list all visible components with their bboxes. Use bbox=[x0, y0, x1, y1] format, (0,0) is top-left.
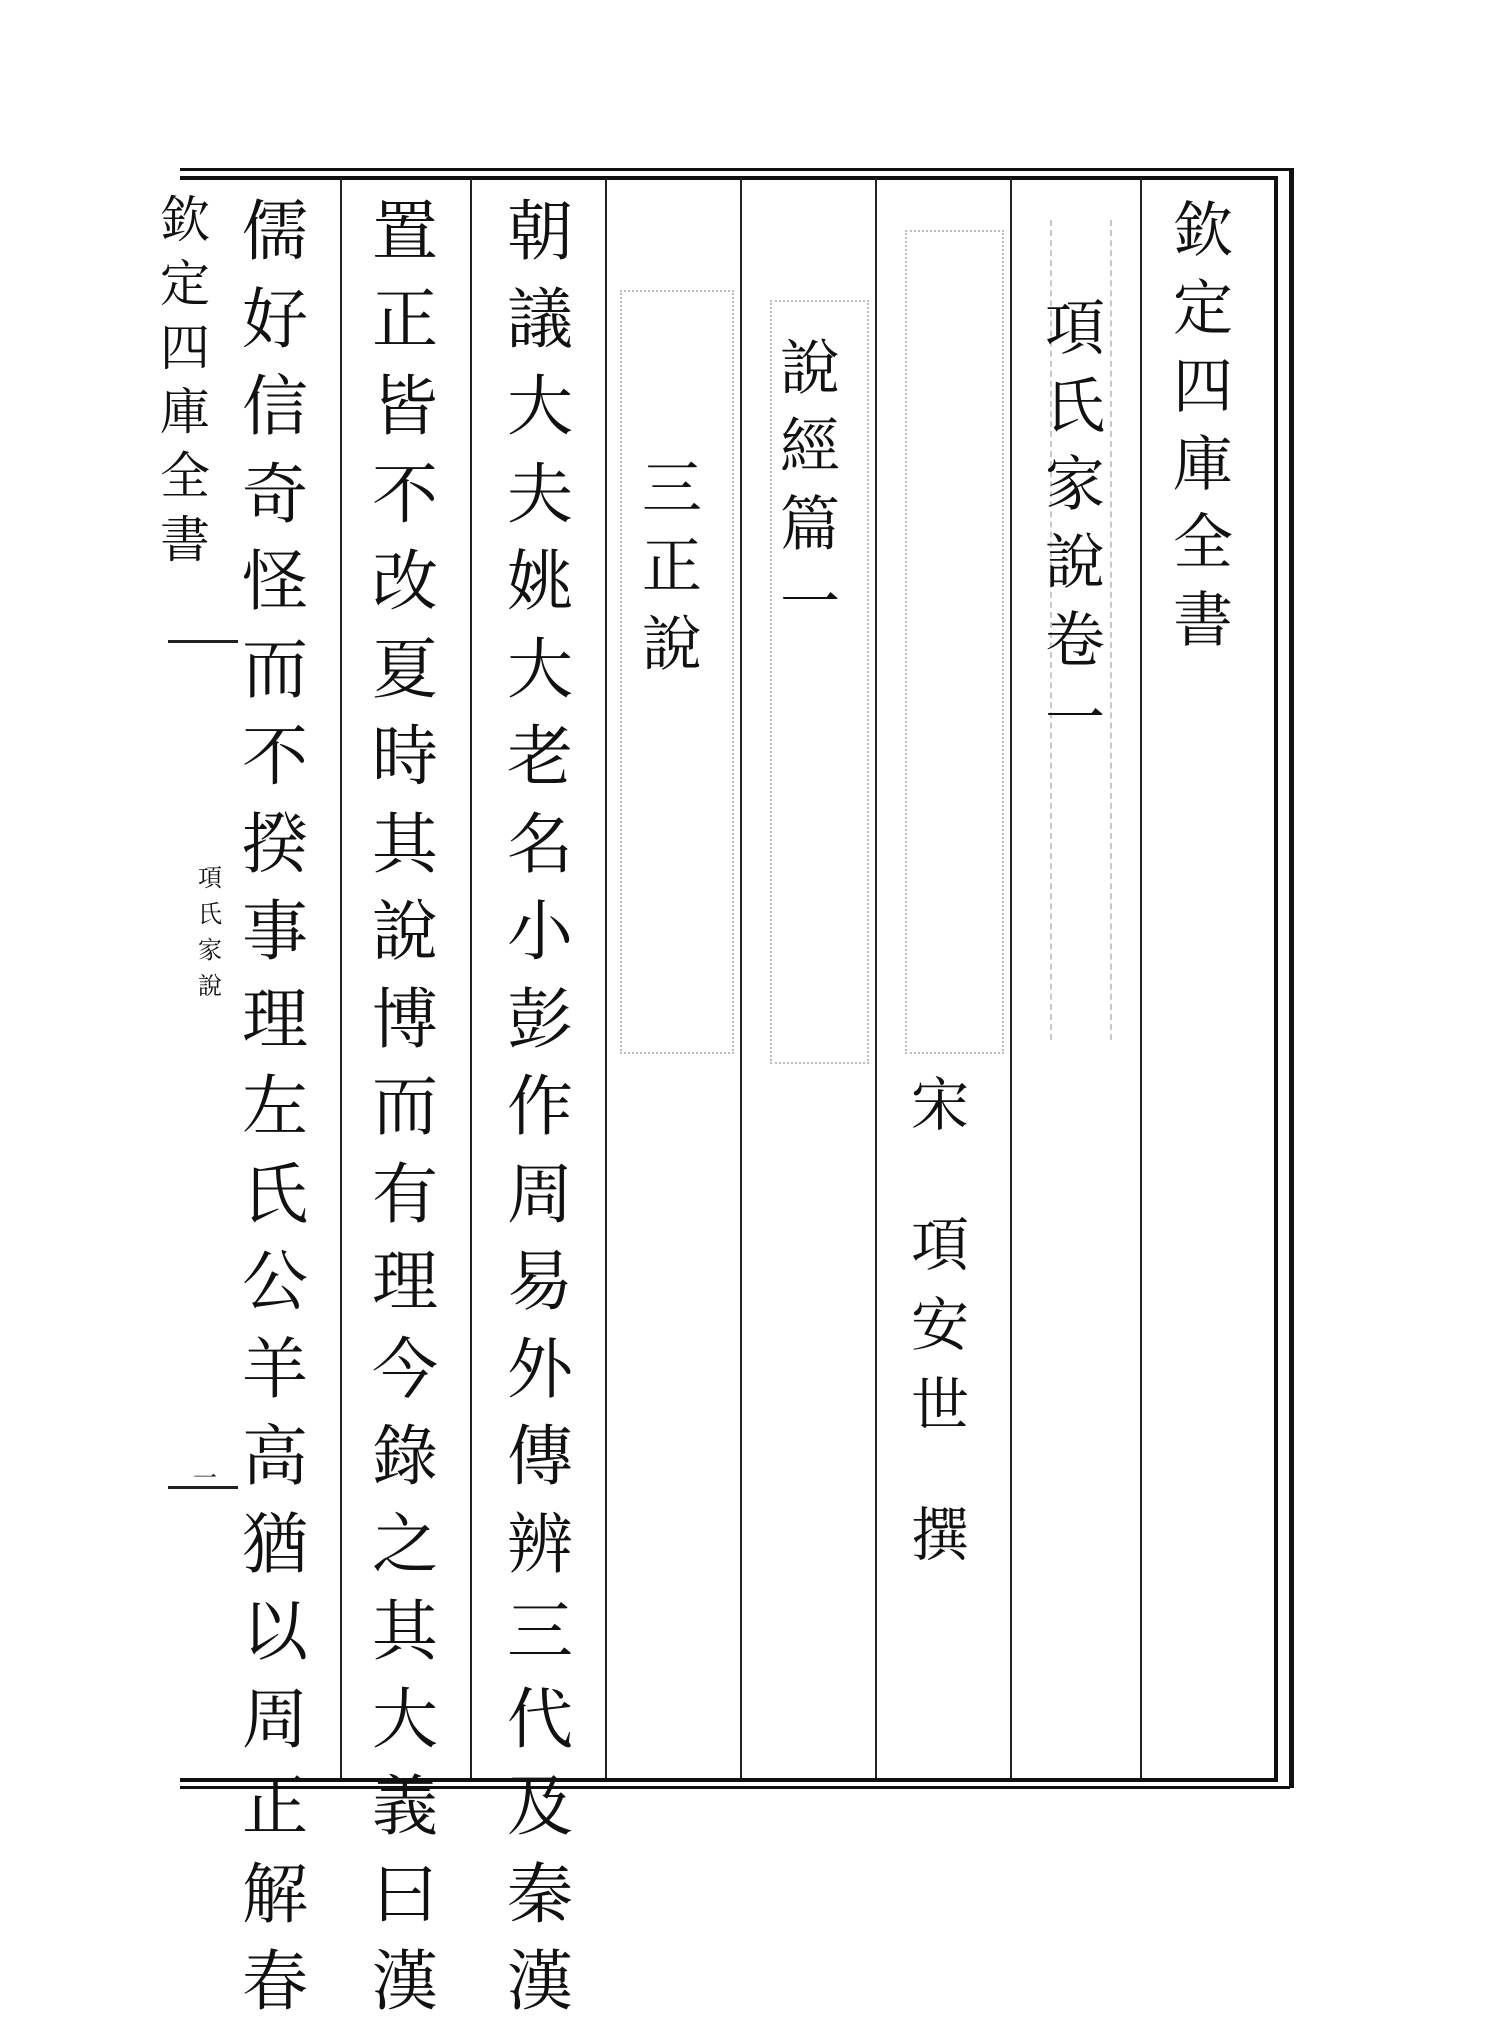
body-char: 辨 bbox=[507, 1505, 573, 1583]
margin-small-char: 氏 bbox=[198, 900, 222, 928]
page-number: 一 bbox=[193, 1464, 217, 1492]
body-char: 外 bbox=[507, 1330, 573, 1408]
body-char: 羊 bbox=[242, 1330, 308, 1408]
body-char: 有 bbox=[372, 1155, 438, 1233]
body-char: 作 bbox=[507, 1068, 573, 1145]
dynasty: 宋 bbox=[910, 1071, 969, 1139]
body-char: 公 bbox=[242, 1243, 308, 1320]
author-role: 撰 bbox=[910, 1501, 969, 1569]
chapter-title bbox=[765, 330, 855, 642]
title-char: 全 bbox=[1173, 508, 1233, 578]
body-char: 理 bbox=[372, 1243, 438, 1320]
body-char: 揆 bbox=[242, 805, 308, 883]
column-rule bbox=[605, 178, 607, 1778]
column-rule bbox=[740, 178, 742, 1778]
title-char: 一 bbox=[780, 568, 840, 638]
body-char: 三 bbox=[507, 1593, 573, 1670]
title-char: 正 bbox=[642, 532, 702, 602]
title-char: 說 bbox=[642, 610, 702, 680]
body-char: 周 bbox=[242, 1680, 308, 1758]
body-char: 其 bbox=[372, 1593, 438, 1670]
book-title bbox=[1030, 290, 1120, 758]
title-char: 書 bbox=[1173, 586, 1233, 656]
body-char: 錄 bbox=[372, 1418, 438, 1495]
body-char: 信 bbox=[242, 368, 308, 445]
title-char: 項 bbox=[1045, 294, 1105, 364]
title-char: 篇 bbox=[780, 490, 840, 560]
body-char: 大 bbox=[507, 630, 573, 708]
margin-char: 欽 bbox=[160, 191, 210, 249]
margin-char: 四 bbox=[160, 319, 210, 377]
title-char: 庫 bbox=[1173, 430, 1233, 500]
frame-top-rule bbox=[180, 168, 1290, 171]
body-char: 老 bbox=[507, 718, 573, 795]
body-char: 理 bbox=[242, 980, 308, 1058]
frame-bottom-rule bbox=[180, 1786, 1290, 1789]
body-char: 不 bbox=[372, 455, 438, 533]
body-char: 氏 bbox=[242, 1155, 308, 1233]
section-title bbox=[627, 450, 717, 684]
body-column-3 bbox=[225, 188, 325, 2026]
author-name-char: 安 bbox=[910, 1291, 969, 1359]
body-char: 時 bbox=[372, 718, 438, 795]
body-char: 奇 bbox=[242, 455, 308, 533]
body-char: 議 bbox=[507, 280, 573, 358]
body-char: 夏 bbox=[372, 630, 438, 708]
body-char: 代 bbox=[507, 1680, 573, 1758]
body-column-1 bbox=[490, 188, 590, 2026]
margin-char: 書 bbox=[160, 511, 210, 569]
body-char: 易 bbox=[507, 1243, 573, 1320]
title-char: 氏 bbox=[1045, 372, 1105, 442]
body-char: 而 bbox=[372, 1068, 438, 1145]
body-char: 周 bbox=[507, 1155, 573, 1233]
body-char: 左 bbox=[242, 1068, 308, 1145]
body-char: 姚 bbox=[507, 543, 573, 620]
title-char: 說 bbox=[1045, 528, 1105, 598]
body-char: 義 bbox=[372, 1768, 438, 1845]
body-char: 高 bbox=[242, 1418, 308, 1495]
body-char: 儒 bbox=[242, 193, 308, 270]
body-char: 及 bbox=[507, 1768, 573, 1845]
body-char: 朝 bbox=[507, 193, 573, 270]
body-char: 夫 bbox=[507, 455, 573, 533]
body-char: 怪 bbox=[242, 543, 308, 620]
body-char: 皆 bbox=[372, 368, 438, 445]
body-char: 小 bbox=[507, 893, 573, 970]
body-char: 正 bbox=[372, 280, 438, 358]
title-char: 經 bbox=[780, 412, 840, 482]
body-char: 春 bbox=[242, 1943, 308, 2020]
title-char: 說 bbox=[780, 334, 840, 404]
body-char: 傳 bbox=[507, 1418, 573, 1495]
margin-small-char: 說 bbox=[198, 972, 222, 1000]
title-char: 一 bbox=[1045, 684, 1105, 754]
body-char: 漢 bbox=[507, 1943, 573, 2020]
author-line bbox=[895, 1065, 985, 1575]
body-char: 秦 bbox=[507, 1855, 573, 1933]
margin-book-title bbox=[195, 860, 225, 1004]
body-char: 好 bbox=[242, 280, 308, 358]
body-char: 置 bbox=[372, 193, 438, 270]
body-char: 曰 bbox=[372, 1855, 438, 1933]
body-char: 今 bbox=[372, 1330, 438, 1408]
column-rule bbox=[340, 178, 342, 1778]
title-char: 家 bbox=[1045, 450, 1105, 520]
column-rule bbox=[1140, 178, 1142, 1778]
body-char: 不 bbox=[242, 718, 308, 795]
show-through-box bbox=[905, 230, 1004, 1054]
body-char: 事 bbox=[242, 893, 308, 970]
body-char: 名 bbox=[507, 805, 573, 883]
margin-char: 全 bbox=[160, 447, 210, 505]
frame-outer-right-rule bbox=[1284, 168, 1294, 1788]
body-char: 正 bbox=[242, 1768, 308, 1845]
body-char: 彭 bbox=[507, 980, 573, 1058]
title-char: 三 bbox=[642, 454, 702, 524]
body-char: 大 bbox=[507, 368, 573, 445]
column-rule bbox=[470, 178, 472, 1778]
title-char: 欽 bbox=[1173, 196, 1233, 266]
body-char: 大 bbox=[372, 1680, 438, 1758]
body-char: 漢 bbox=[372, 1943, 438, 2020]
margin-small-char: 項 bbox=[198, 864, 222, 892]
body-char: 改 bbox=[372, 543, 438, 620]
margin-char: 庫 bbox=[160, 383, 210, 441]
body-char: 解 bbox=[242, 1855, 308, 1933]
author-name-char: 項 bbox=[910, 1211, 969, 1279]
body-char: 以 bbox=[242, 1593, 308, 1670]
title-char: 四 bbox=[1173, 352, 1233, 422]
body-char: 之 bbox=[372, 1505, 438, 1583]
margin-page-number bbox=[190, 1460, 220, 1496]
margin-char: 定 bbox=[160, 255, 210, 313]
margin-small-char: 家 bbox=[198, 936, 222, 964]
body-char: 說 bbox=[372, 893, 438, 970]
body-char: 博 bbox=[372, 980, 438, 1058]
author-name-char: 世 bbox=[910, 1371, 969, 1439]
margin-series-title bbox=[155, 188, 215, 572]
body-char: 而 bbox=[242, 630, 308, 708]
body-char: 猶 bbox=[242, 1505, 308, 1583]
series-title bbox=[1158, 192, 1248, 660]
title-char: 卷 bbox=[1045, 606, 1105, 676]
title-char: 定 bbox=[1173, 274, 1233, 344]
column-rule bbox=[875, 178, 877, 1778]
body-char: 其 bbox=[372, 805, 438, 883]
body-column-2 bbox=[355, 188, 455, 2026]
column-rule bbox=[1010, 178, 1012, 1778]
